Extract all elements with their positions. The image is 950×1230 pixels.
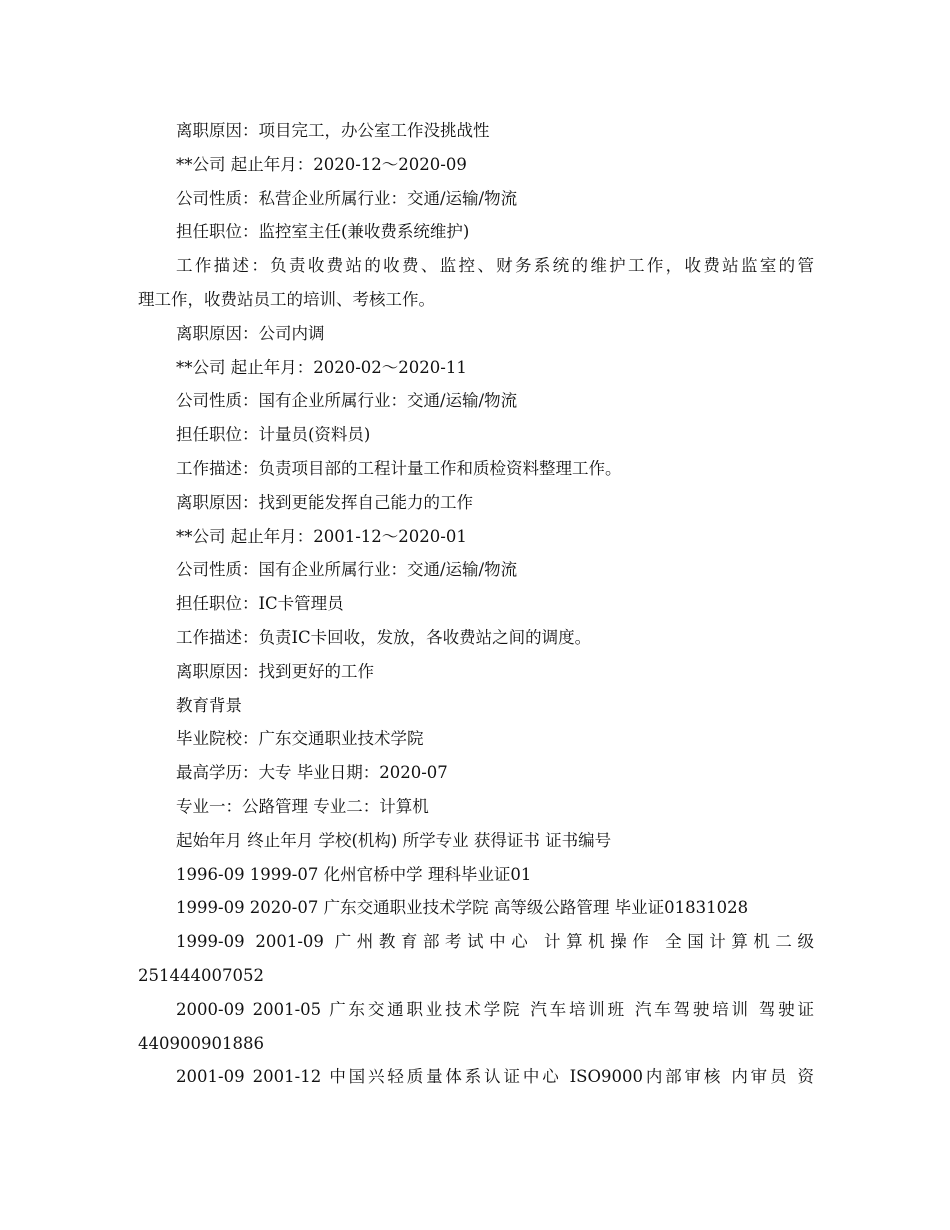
text-line: 1996-09 1999-07 化州官桥中学 理科毕业证01 xyxy=(176,864,532,884)
text-line: 担任职位：计量员(资料员) xyxy=(176,425,371,445)
text-line: 离职原因：找到更好的工作 xyxy=(176,661,374,681)
section-heading: 教育背景 xyxy=(176,695,242,715)
text-line: **公司 起止年月：2020-12～2020-09 xyxy=(176,154,467,174)
text-line: 1999-09 2020-07 广东交通职业技术学院 高等级公路管理 毕业证01831028 xyxy=(176,898,749,918)
text-line: 离职原因：项目完工，办公室工作没挑战性 xyxy=(176,121,490,140)
text-line: 251444007052 xyxy=(138,965,264,985)
text-line: 工作描述：负责项目部的工程计量工作和质检资料整理工作。 xyxy=(176,458,622,478)
text-line: 1999-09 2001-09 广州教育部考试中心 计算机操作 全国计算机二级 xyxy=(176,932,814,952)
text-line: 工作描述：负责收费站的收费、监控、财务系统的维护工作，收费站监室的管 xyxy=(176,256,814,276)
text-line: 公司性质：国有企业所属行业：交通/运输/物流 xyxy=(176,391,518,411)
text-line: 公司性质：国有企业所属行业：交通/运输/物流 xyxy=(176,560,518,580)
text-line: **公司 起止年月：2001-12～2020-01 xyxy=(176,526,467,546)
text-line: 担任职位：监控室主任(兼收费系统维护) xyxy=(176,222,470,242)
text-line: 毕业院校：广东交通职业技术学院 xyxy=(176,729,424,749)
text-line: 离职原因：公司内调 xyxy=(176,323,325,343)
document-body xyxy=(138,114,814,1094)
text-line: 离职原因：找到更能发挥自己能力的工作 xyxy=(176,492,473,512)
text-line: **公司 起止年月：2020-02～2020-11 xyxy=(176,357,467,377)
text-line: 2000-09 2001-05 广东交通职业技术学院 汽车培训班 汽车驾驶培训 驾驶证 xyxy=(176,999,814,1019)
table-header-line: 起始年月 终止年月 学校(机构) 所学专业 获得证书 证书编号 xyxy=(176,830,612,850)
text-line: 工作描述：负责IC卡回收，发放，各收费站之间的调度。 xyxy=(176,627,592,647)
text-line: 440900901886 xyxy=(138,1033,264,1053)
text-line: 专业一：公路管理 专业二：计算机 xyxy=(176,796,429,816)
text-line: 公司性质：私营企业所属行业：交通/运输/物流 xyxy=(176,188,518,208)
text-line: 担任职位：IC卡管理员 xyxy=(176,594,344,614)
text-line: 最高学历：大专 毕业日期：2020-07 xyxy=(176,763,448,783)
text-line: 2001-09 2001-12 中国兴轻质量体系认证中心 ISO9000内部审核 内审员 资 xyxy=(176,1067,814,1087)
text-line: 理工作，收费站员工的培训、考核工作。 xyxy=(138,289,435,309)
